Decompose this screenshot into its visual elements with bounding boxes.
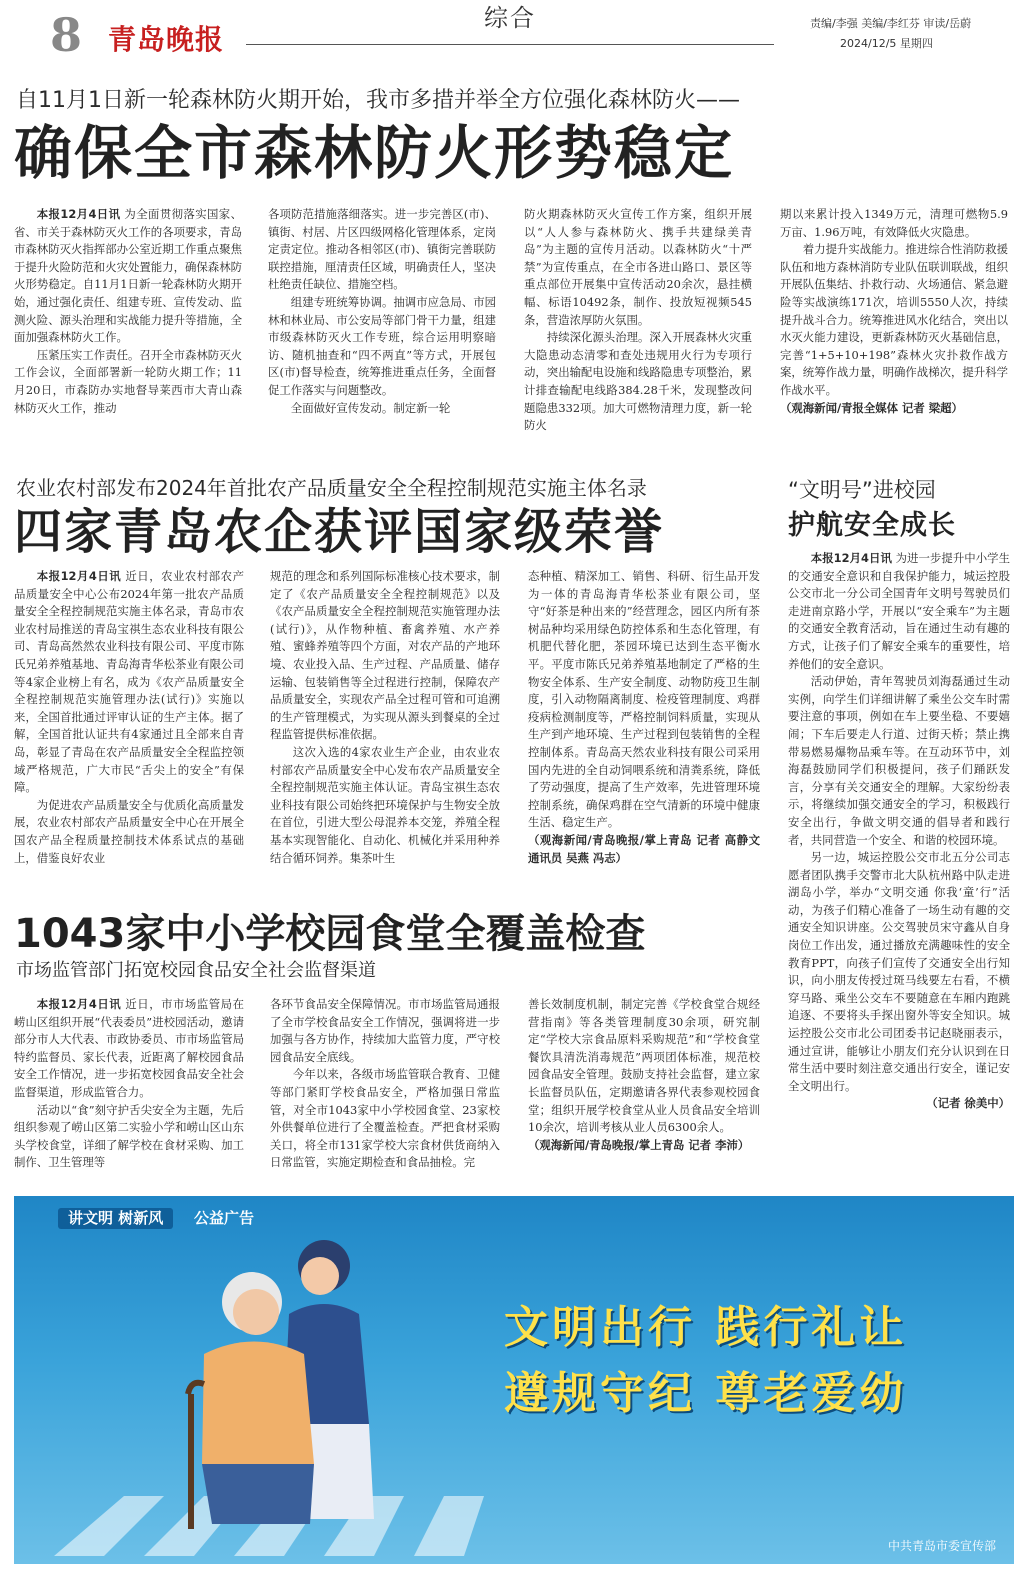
article4-body xyxy=(788,550,1010,1190)
masthead-rule xyxy=(246,44,774,45)
article4-paragraph: 另一边，城运控股公交市北五分公司志愿者团队携手交警市北大队杭州路中队走进湖岛小学，举办“文明交通 你我‘童’行”活动，为孩子们精心准备了一场生动有趣的交通安全知识讲座。公交驾驶员宋守鑫从自身岗位工作出发，通过播放充满趣味性的安全教育PPT，向孩子们宣传了交通安全出行知识，向小朋友传授过斑马线要左右看，不横穿马路、乘坐公交车不要随意在车厢内跑跳追逐、不要将头手探出窗外等安全知识。城运控股公交市北公司团委书记赵晓丽表示，通过宣讲，能够让小朋友们充分认识到在日常生活中要时刻注意交通出行安全，谨记安全文明出行。 xyxy=(788,850,1010,1093)
ad-slogan-line-1: 文明出行 践行礼让 xyxy=(504,1302,908,1353)
article2-paragraph: 态种植、精深加工、销售、科研、衍生品开发为一体的青岛海青华松茶业有限公司，坚守“好茶是种出来的”经营理念，园区内所有茶树品种均采用绿色防控体系和生态化管理，有机肥代替化肥，茶园环境已达到生态平衡水平。平度市陈氏兄弟养殖基地制定了严格的生物安全体系、生产安全制度、动物防疫卫生制度，引入动物隔离制度、检疫管理制度、鸡群疫病检测制度等，严格控制饲料质量，实现从生产到产地环境、生产过程到包装销售的全程控制体系。青岛高天然农业科技有限公司采用国内先进的全自动饲喂系统和清粪系统，降低了劳动强度，提高了生产效率，先进管理环境控制系统，确保鸡群在空气清新的环境中健康生活、稳定生产。 xyxy=(528,569,760,830)
article1-byline: （观海新闻/青报全媒体 记者 梁超） xyxy=(780,400,963,415)
article3-column-3 xyxy=(528,996,760,1190)
article3-headline: 1043家中小学校园食堂全覆盖检查 xyxy=(14,911,646,957)
article4-kicker: “文明号”进校园 xyxy=(788,478,936,502)
article1-headline: 确保全市森林防火形势稳定 xyxy=(14,119,735,187)
article1-paragraph: 着力提升实战能力。推进综合性消防救援队伍和地方森林消防专业队伍联训联战，组织开展队伍集结、扑救行动、火场通信、紧急避险等实战演练171次，培训5550人次，持续提升战斗合力。统筹推进风水化结合，突出以水灭火能力建设，更新森林防灭火基础信息，完善“1+5+10+198”森林火灾扑救作战方案，统筹作战力量，明确作战梯次，提升科学作战水平。 xyxy=(780,242,1008,397)
article4-headline: 护航安全成长 xyxy=(788,510,956,541)
article3-column-1 xyxy=(14,996,244,1190)
ad-campaign-tag: 讲文明 树新风 xyxy=(58,1208,173,1229)
article3-paragraph: 近日，市市场监管局在崂山区组织开展“代表委员”进校园活动，邀请部分市人大代表、市政协委员、市市场监管局特约监督员、家长代表，近距离了解校园食品安全工作情况，进一步拓宽校园食品安全社会监督渠道，形成监管合力。 xyxy=(14,997,244,1099)
article2-lead-tag: 本报12月4日讯 xyxy=(36,569,122,583)
article1-lead-tag: 本报12月4日讯 xyxy=(36,207,121,221)
article2-headline: 四家青岛农企获评国家级荣誉 xyxy=(14,504,665,560)
article3-byline: （观海新闻/青岛晚报/掌上青岛 记者 李沛） xyxy=(528,1137,750,1152)
article4-paragraph: 活动伊始，青年驾驶员刘海磊通过生动实例，向学生们详细讲解了乘坐公交车时需要注意的事项，例如在车上要坐稳、不要嬉闹；下车后要走人行道、过街天桥；禁止携带易燃易爆物品乘车等。在互动环节中，刘海磊鼓励同学们积极提问，孩子们踊跃发言，分享有关交通安全的理解。大家纷纷表示，将继续加强交通安全的学习，积极践行安全出行，争做文明交通的倡导者和践行者，共同营造一个安全、和谐的校园环境。 xyxy=(788,674,1010,847)
article4-paragraph: 为进一步提升中小学生的交通安全意识和自我保护能力，城运控股公交市北一分公司全国青年文明号驾驶员们走进南京路小学，开展以“安全乘车”为主题的交通安全教育活动，旨在通过生动有趣的方式，让孩子们了解安全乘车的重要性，培养他们的安全意识。 xyxy=(788,551,1010,671)
article2-paragraph: 规范的理念和系列国际标准核心技术要求，制定了《农产品质量安全全程控制规范》以及《农产品质量安全全程控制规范实施管理办法(试行)》，从作物种植、畜禽养殖、水产养殖、蜜蜂养殖等四个方面，对农产品的产地环境、农业投入品、生产过程、产品质量、储存运输、包装销售等全过程进行控制，保障农产品质量安全，实现农产品全过程可管和可追溯的生产管理模式，为实现从源头到餐桌的全过程监管提供标准依据。 xyxy=(270,569,500,742)
article1-paragraph: 组建专班统筹协调。抽调市应急局、市园林和林业局、市公安局等部门骨干力量，组建市级森林防灭火工作专班，综合运用明察暗访、随机抽查和“四不两直”等方式，开展包区(市)督导检查，统筹推进重点任务，全面督促工作落实与问题整改。 xyxy=(268,294,496,397)
article1-column-1 xyxy=(14,206,242,450)
article2-byline: （观海新闻/青岛晚报/掌上青岛 记者 高静文 通讯员 吴燕 冯志） xyxy=(528,832,760,865)
article4-byline: （记者 徐美中） xyxy=(926,1096,1010,1111)
newspaper-logo: 青岛晚报 xyxy=(108,23,225,56)
article2-paragraph: 这次入选的4家农业生产企业，由农业农村部农产品质量安全中心发布农产品质量安全全程控制规范实施主体认证。青岛宝祺生态农业科技有限公司始终把环境保护与生物安全放在首位，引进大型公母混养本交笼，养殖全程基本实现智能化、自动化、机械化并采用种养结合循环饲养。集茶叶生 xyxy=(270,744,500,865)
article2-column-2 xyxy=(270,568,500,898)
article3-column-2 xyxy=(270,996,500,1190)
article1-column-3 xyxy=(524,206,752,450)
article1-paragraph: 防火期森林防灭火宣传工作方案，组织开展以“人人参与森林防火、携手共建绿美青岛”为主题的宣传月活动。以森林防火“十严禁”为宣传重点，在全市各进山路口、景区等重点部位开展集中宣传活动20余次，悬挂横幅、标语10492条，制作、投放短视频545条，营造浓厚防火氛围。 xyxy=(524,207,752,327)
article1-column-2 xyxy=(268,206,496,450)
article3-paragraph: 今年以来，各级市场监管联合教育、卫健等部门紧盯学校食品安全，严格加强日常监管，对全市1043家中小学校园食堂、23家校外供餐单位进行了全覆盖检查。严把食材采购关口，将全市131家学校大宗食材供货商纳入日常监管，实施定期检查和食品抽检。完 xyxy=(270,1067,500,1170)
article1-kicker: 自11月1日新一轮森林防火期开始，我市多措并举全方位强化森林防火—— xyxy=(16,88,740,113)
section-name: 综合 xyxy=(484,4,536,32)
ad-sponsor-credit: 中共青岛市委宣传部 xyxy=(887,1539,996,1553)
article3-subhead: 市场监管部门拓宽校园食品安全社会监督渠道 xyxy=(16,960,376,981)
page-number: 8 xyxy=(50,8,83,62)
article2-paragraph: 为促进农产品质量安全与优质化高质量发展，农业农村部农产品质量安全中心在开展全国农产品全程质量控制技术体系试点的基础上，借鉴良好农业 xyxy=(14,797,244,865)
ad-slogan-line-2: 遵规守纪 尊老爱幼 xyxy=(504,1368,908,1419)
article1-paragraph: 持续深化源头治理。深入开展森林火灾重大隐患动态清零和查处违规用火行为专项行动，突出输配电设施和线路隐患专项整治，累计排查输配电线路384.28千米，发现整改问题隐患332项。加大可燃物清理力度，新一轮防火 xyxy=(524,330,752,433)
editor-credits: 责编/李强 美编/李红芬 审读/岳蔚 xyxy=(810,17,972,30)
article2-kicker: 农业农村部发布2024年首批农产品质量安全全程控制规范实施主体名录 xyxy=(16,476,647,500)
article1-paragraph: 各项防范措施落细落实。进一步完善区(市)、镇街、村居、片区四级网格化管理体系，定岗定责定位。推动各相邻区(市)、镇街完善联防联控措施，厘清责任区域，明确责任人，坚决杜绝责任缺位、措施空档。 xyxy=(268,207,496,292)
ad-type-label: 公益广告 xyxy=(194,1209,255,1227)
issue-date: 2024/12/5 星期四 xyxy=(840,37,933,50)
article1-paragraph: 全面做好宣传发动。制定新一轮 xyxy=(290,400,451,415)
article2-paragraph: 近日，农业农村部农产品质量安全中心公布2024年第一批农产品质量安全全程控制规范实施主体名录，青岛市农业农村局推送的青岛宝祺生态农业科技有限公司、青岛高然然农业科技有限公司、平度市陈氏兄弟养殖基地、青岛海青华松茶业有限公司等4家企业榜上有名，成为《农产品质量安全全程控制规范实施管理办法(试行)》实施以来，全国首批通过评审认证的生产主体。据了解，全国首批认证共有4家通过且全部来自青岛，彰显了青岛在农产品质量安全全程监控领域严格规范，广大市民“舌尖上的安全”有保障。 xyxy=(14,569,244,795)
article4-lead-tag: 本报12月4日讯 xyxy=(810,551,892,565)
article3-paragraph: 善长效制度机制，制定完善《学校食堂合规经营指南》等各类管理制度30余项，研究制定“学校大宗食品原料采购规范”和“学校食堂餐饮具清洗消毒规范”两项团体标准，规范校园食品安全管理。鼓励支持社会监督，建立家长监督员队伍，定期邀请各界代表参观校园食堂；组织开展学校食堂从业人员食品安全培训10余次，培训考核从业人员6300余人。 xyxy=(528,997,760,1135)
article1-paragraph: 为全面贯彻落实国家、省、市关于森林防灭火工作的各项要求，青岛市森林防灭火指挥部办公室近期工作重点聚焦于提升火险防范和火灾处置能力，确保森林防火形势稳定。自11月1日新一轮森林防火期开始，通过强化责任、组建专班、宣传发动、监测火险、源头治理和实战能力提升等措施，全面加强森林防火工作。 xyxy=(14,207,242,345)
elderly-and-helper-illustration xyxy=(164,1224,424,1534)
article1-paragraph: 压紧压实工作责任。召开全市森林防灭火工作会议，全面部署新一轮防火期工作；11月20日，市森防办实地督导莱西市大青山森林防灭火工作，推动 xyxy=(14,347,242,415)
article2-column-1 xyxy=(14,568,244,898)
article3-paragraph: 各环节食品安全保障情况。市市场监管局通报了全市学校食品安全工作情况，强调将进一步加强与各方协作，持续加大监管力度，严守校园食品安全底线。 xyxy=(270,997,500,1064)
article1-column-4 xyxy=(780,206,1008,450)
article3-paragraph: 活动以“食”刻守护舌尖安全为主题，先后组织参观了崂山区第二实验小学和崂山区山东头学校食堂，详细了解学校在食材采购、加工制作、卫生管理等 xyxy=(14,1102,244,1170)
article1-paragraph: 期以来累计投入1349万元，清理可燃物5.9万亩、1.96万吨，有效降低火灾隐患。 xyxy=(780,207,1008,239)
article2-column-3 xyxy=(528,568,760,898)
article3-lead-tag: 本报12月4日讯 xyxy=(36,997,122,1011)
public-service-ad xyxy=(14,1196,1014,1564)
